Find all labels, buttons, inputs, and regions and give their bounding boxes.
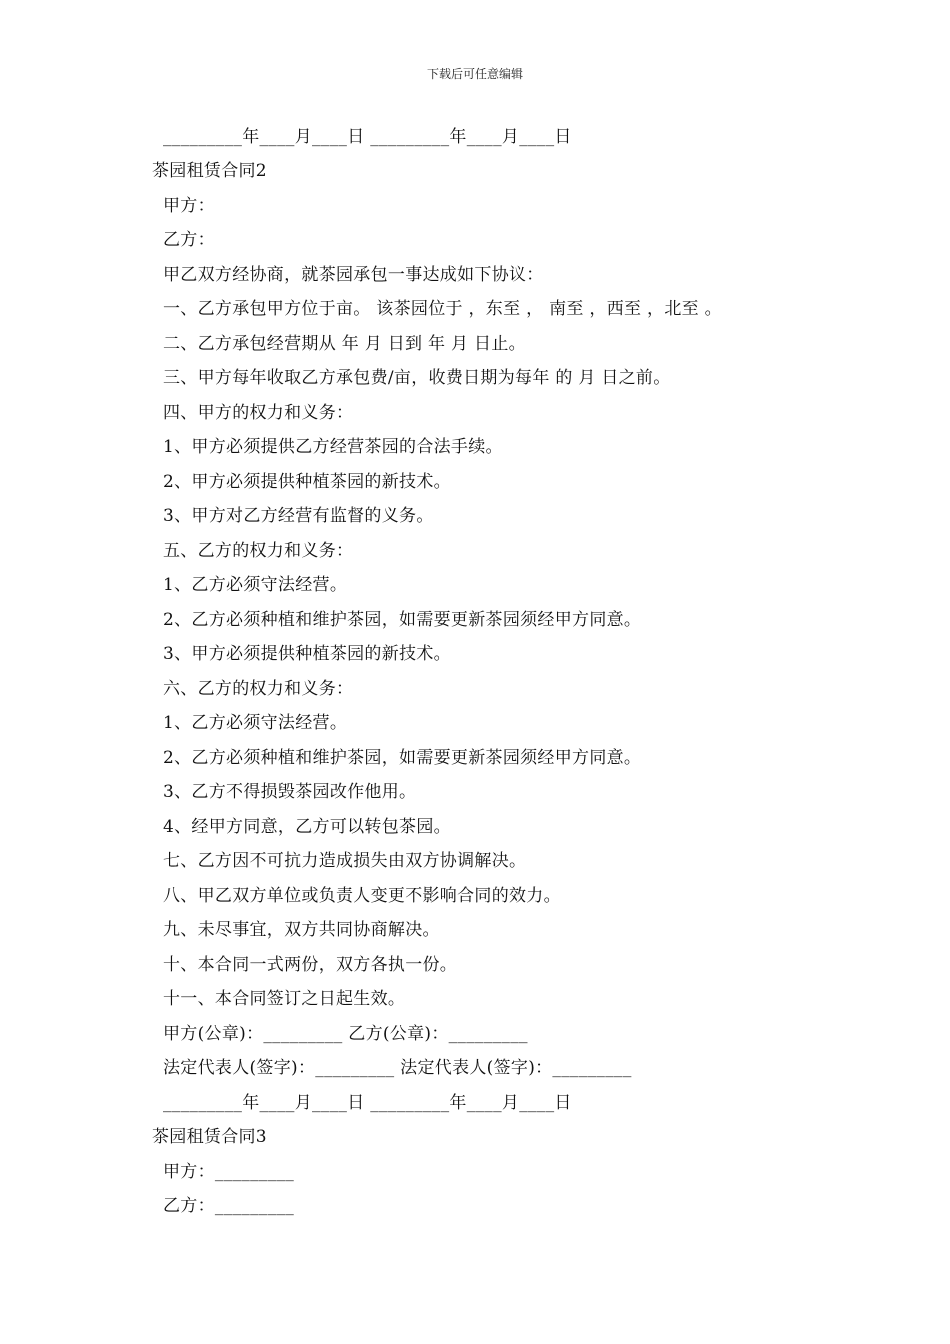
page-header-note: 下载后可任意编辑 [426,67,523,81]
clause-item: 1、甲方必须提供乙方经营茶园的合法手续。 [163,437,503,457]
clause-10: 十、本合同一式两份，双方各执一份。 [163,955,458,975]
party-a-line: 甲方： [163,196,215,216]
clause-item: 2、乙方必须种植和维护茶园，如需要更新茶园须经甲方同意。 [163,748,642,768]
clause-4-heading: 四、甲方的权力和义务： [163,403,354,423]
party-b-line: 乙方： [163,230,215,250]
clause-6-heading: 六、乙方的权力和义务： [163,679,354,699]
clause-5-heading: 五、乙方的权力和义务： [163,541,354,561]
signature-line: 法定代表人(签字)：_________ 法定代表人(签字)：_________ [163,1058,632,1078]
clause-item: 2、甲方必须提供种植茶园的新技术。 [163,472,451,492]
section-title: 茶园租赁合同3 [152,1127,267,1147]
party-a-line: 甲方：_________ [163,1162,295,1182]
clause-item: 4、经甲方同意，乙方可以转包茶园。 [163,817,451,837]
clause-item: 2、乙方必须种植和维护茶园，如需要更新茶园须经甲方同意。 [163,610,642,630]
clause-7: 七、乙方因不可抗力造成损失由双方协调解决。 [163,851,527,871]
clause-item: 3、乙方不得损毁茶园改作他用。 [163,782,417,802]
clause-item: 1、乙方必须守法经营。 [163,575,348,595]
party-b-line: 乙方：_________ [163,1196,295,1216]
clause-1: 一、乙方承包甲方位于亩。 该茶园位于 ，东至 ， 南至 ，西至 ，北至 。 [163,299,722,319]
clause-item: 3、甲方必须提供种植茶园的新技术。 [163,644,451,664]
clause-8: 八、甲乙双方单位或负责人变更不影响合同的效力。 [163,886,561,906]
clause-11: 十一、本合同签订之日起生效。 [163,989,406,1009]
clause-item: 3、甲方对乙方经营有监督的义务。 [163,506,434,526]
clause-item: 1、乙方必须守法经营。 [163,713,348,733]
date-line: _________年____月____日 _________年____月____日 [163,127,572,147]
date-line: _________年____月____日 _________年____月____日 [163,1093,572,1113]
clause-3: 三、甲方每年收取乙方承包费/亩，收费日期为每年 的 月 日之前。 [163,368,671,388]
section-title: 茶园租赁合同2 [152,161,267,181]
paragraph: 甲乙双方经协商，就茶园承包一事达成如下协议： [163,265,544,285]
clause-2: 二、乙方承包经营期从 年 月 日到 年 月 日止。 [163,334,526,354]
seal-line: 甲方(公章)：_________ 乙方(公章)：_________ [163,1024,528,1044]
clause-9: 九、未尽事宜，双方共同协商解决。 [163,920,440,940]
